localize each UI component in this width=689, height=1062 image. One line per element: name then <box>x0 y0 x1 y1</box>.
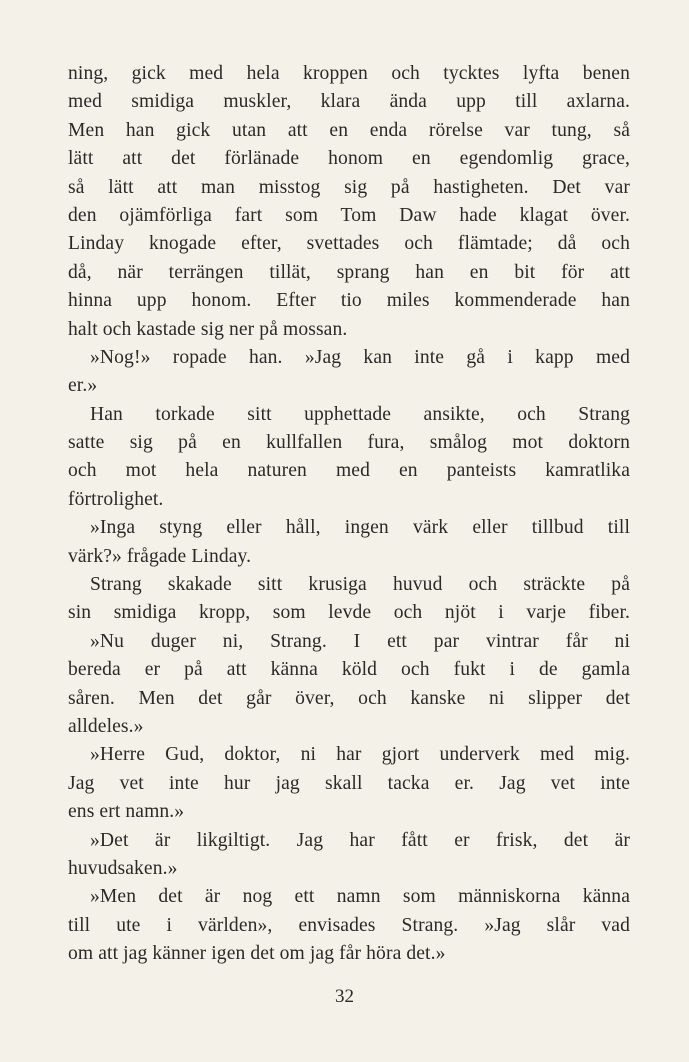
text-line: »Men det är nog ett namn som människorna känna <box>90 886 630 908</box>
text-line: huvudsaken.» <box>68 857 178 879</box>
text-line: hinna upp honom. Efter tio miles kommenderade han <box>68 290 630 312</box>
page-number: 32 <box>335 986 354 1007</box>
text-line: »Nog!» ropade han. »Jag kan inte gå i kapp med <box>90 346 630 368</box>
text-line: er.» <box>68 375 98 397</box>
text-line: så lätt att man misstog sig på hastigheten. Det var <box>68 176 630 198</box>
text-line: Linday knogade efter, svettades och flämtade; då och <box>68 233 630 255</box>
text-line: sin smidiga kropp, som levde och njöt i varje fiber. <box>68 602 630 624</box>
text-line: lätt att det förlänade honom en egendomlig grace, <box>68 148 630 170</box>
text-line: såren. Men det går över, och kanske ni slipper det <box>68 687 630 709</box>
text-line: »Det är likgiltigt. Jag har fått er frisk, det är <box>90 829 630 851</box>
text-line: med smidiga muskler, klara ända upp till axlarna. <box>68 91 630 113</box>
text-line: Han torkade sitt upphettade ansikte, och Strang <box>90 403 630 425</box>
text-line: till ute i världen», envisades Strang. »Jag slår vad <box>68 914 630 936</box>
text-line: om att jag känner igen det om jag får höra det.» <box>68 943 446 965</box>
text-line: och mot hela naturen med en panteists kamratlika <box>68 460 630 482</box>
text-line: Men han gick utan att en enda rörelse var tung, så <box>68 119 630 141</box>
text-line: då, när terrängen tillät, sprang han en bit för att <box>68 261 630 283</box>
text-line: »Inga styng eller håll, ingen värk eller tillbud till <box>90 517 630 539</box>
text-line: alldeles.» <box>68 715 144 737</box>
text-line: den ojämförliga fart som Tom Daw hade klagat över. <box>68 204 630 226</box>
text-line: värk?» frågade Linday. <box>68 545 252 567</box>
text-line: »Nu duger ni, Strang. I ett par vintrar får ni <box>90 630 630 652</box>
text-line: bereda er på att känna köld och fukt i de gamla <box>68 659 630 681</box>
text-line: ens ert namn.» <box>68 801 185 823</box>
text-line: halt och kastade sig ner på mossan. <box>68 318 348 340</box>
text-line: satte sig på en kullfallen fura, smålog mot doktorn <box>68 432 630 454</box>
text-line: förtrolighet. <box>68 488 164 510</box>
text-line: »Herre Gud, doktor, ni har gjort underverk med mig. <box>90 744 630 766</box>
text-line: Strang skakade sitt krusiga huvud och sträckte på <box>90 574 630 596</box>
book-page-text <box>68 60 630 969</box>
text-line: ning, gick med hela kroppen och tycktes lyfta benen <box>68 63 630 84</box>
text-line: Jag vet inte hur jag skall tacka er. Jag vet inte <box>68 772 630 794</box>
